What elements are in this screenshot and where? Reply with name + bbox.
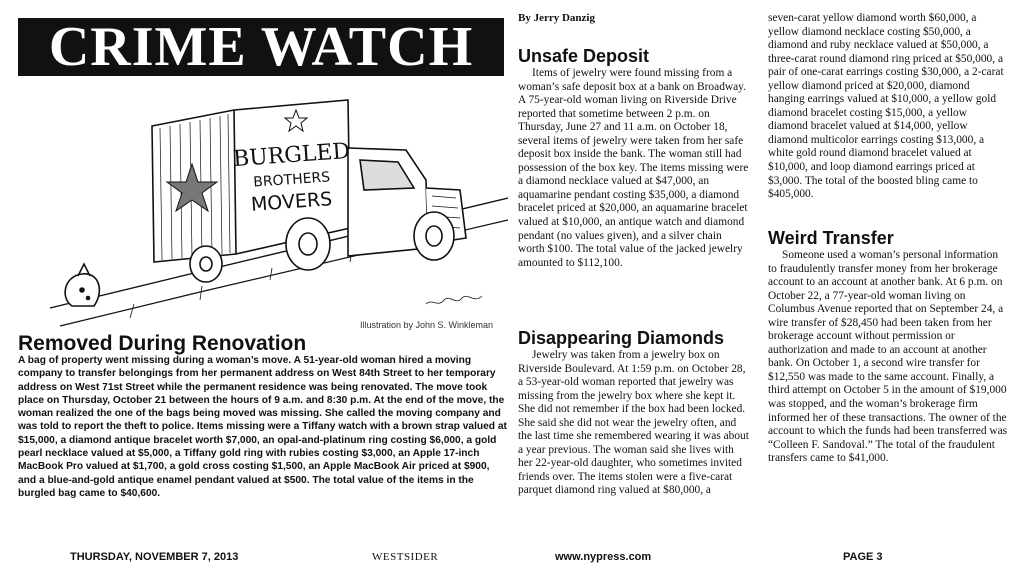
footer-page-number: PAGE 3 bbox=[843, 551, 883, 563]
headline-weird-transfer: Weird Transfer bbox=[768, 228, 894, 248]
article-body-disappearing-diamonds: Jewelry was taken from a jewelry box on Riverside Boulevard. At 1:59 p.m. on October 28, a 53-year-old woman reported that jewelry was missing from the jewelry box where she kept it. She did not remember if the box had been locked. She said she did not wear the jewelry often, and the last time she remembered wearing it was about a year previous. The woman said she lives with her 22-year-old daughter, who sometimes invited friends over. The items stolen were a five-carat parquet diamond ring valued at $80,000, a bbox=[518, 349, 749, 497]
headline-unsafe-deposit: Unsafe Deposit bbox=[518, 46, 650, 66]
truck-sign-line-1: BURGLED bbox=[232, 138, 351, 173]
footer-date: THURSDAY, NOVEMBER 7, 2013 bbox=[70, 551, 239, 563]
article-body-removed-during-renovation: A bag of property went missing during a woman’s move. A 51-year-old woman hired a moving company to transfer belongings from her permanent address on West 84th Street to her temporary address on West 71st Street while the permanent residence was being renovated. The move took place on Thursday, October 21 between the hours of 9 a.m. and 8:30 p.m. At the end of the move, the woman realized the one of the bags being moved was missing. She called the moving company and was told to report the theft to police. Items missing were a Tiffany watch with a brown strap valued at $15,000, a diamond antique bracelet worth $7,000, an opal-and-platinum ring costing $6,000, a gold pearl necklace valued at $5,000, a Tiffany gold ring with rubies costing $3,000, an Apple 17-inch MacBook Pro valued at $1,700, a gold cross costing $1,500, an Apple MacBook Air priced at $900, and a blue-and-gold antique enamel pendant valued at $500. The total value of the items in the burgled bag came to $40,600. bbox=[18, 355, 507, 499]
article-body-disappearing-diamonds-continued: seven-carat yellow diamond worth $60,000, a yellow diamond necklace costing $50,000, a diamond and ruby necklace valued at $50,000, a three-carat round diamond ring priced at $50,000, a pair of one-carat earrings costing $30,000, a 2-carat yellow diamond priced at $20,000, diamond hanging earrings valued at $10,000, a yellow gold diamond bracelet costing $15,000, a yellow diamond bracelet valued at $14,000, yellow diamond multicolor earrings costing $13,000, a white gold round diamond bracelet valued at $10,000, and loop diamond earrings priced at $3,000. The total of the boosted bling came to $405,000. bbox=[768, 12, 1004, 201]
masthead-title: CRIME WATCH bbox=[48, 16, 474, 78]
headline-removed-during-renovation: Removed During Renovation bbox=[18, 332, 307, 355]
page-footer bbox=[0, 551, 1024, 569]
article-disappearing-diamonds-continued bbox=[768, 12, 1008, 202]
truck-sign-line-3: MOVERS bbox=[250, 188, 333, 216]
article-unsafe-deposit bbox=[518, 46, 750, 270]
truck-sign-line-2: BROTHERS bbox=[252, 169, 331, 191]
truck-illustration bbox=[30, 78, 508, 328]
article-body-unsafe-deposit: Items of jewelry were found missing from a woman’s safe deposit box at a bank on Broadway. A 75-year-old woman living on Riverside Drive reported that sometime between 2 p.m. on Thursday, June 27 and 11 a.m. on October 18, several items of jewelry were taken from her safe deposit box inside the bank. The woman still had possession of the box key. The items missing were a diamond necklace valued at $47,000, an aquamarine pendant costing $35,000, a diamond bracelet priced at $20,000, an aquamarine bracelet valued at $10,000, an antique watch and diamond pendant (no values given), and a silver chain worth $100. The total value of the jacked jewelry amounted to $112,100. bbox=[518, 67, 749, 269]
masthead bbox=[18, 18, 504, 76]
byline: By Jerry Danzig bbox=[518, 12, 595, 24]
headline-disappearing-diamonds: Disappearing Diamonds bbox=[518, 328, 725, 348]
article-body-weird-transfer: Someone used a woman’s personal information to fraudulently transfer money from her brokerage account to an account at another bank. At 6 p.m. on October 22, a 77-year-old woman living on Columbus Avenue reported that on September 24, a wire transfer of $28,450 had been taken from her brokerage account without permission or authorization and made to an account at another bank. On October 1, a second wire transfer for $12,550 was made to the same account. Finally, a third attempt on October 5 in the amount of $19,000 was stopped, and the woman’s brokerage firm informed her of these transactions. The owner of the account to which the funds had been transferred was “Colleen F. Sandoval.” The total of the fraudulent transfers came to $41,000. bbox=[768, 249, 1008, 465]
footer-paper-name: WESTSIDER bbox=[372, 551, 439, 563]
footer-url: www.nypress.com bbox=[555, 551, 652, 563]
article-weird-transfer bbox=[768, 228, 1008, 466]
illustration-credit: Illustration by John S. Winkleman bbox=[360, 320, 494, 330]
article-disappearing-diamonds bbox=[518, 328, 750, 498]
